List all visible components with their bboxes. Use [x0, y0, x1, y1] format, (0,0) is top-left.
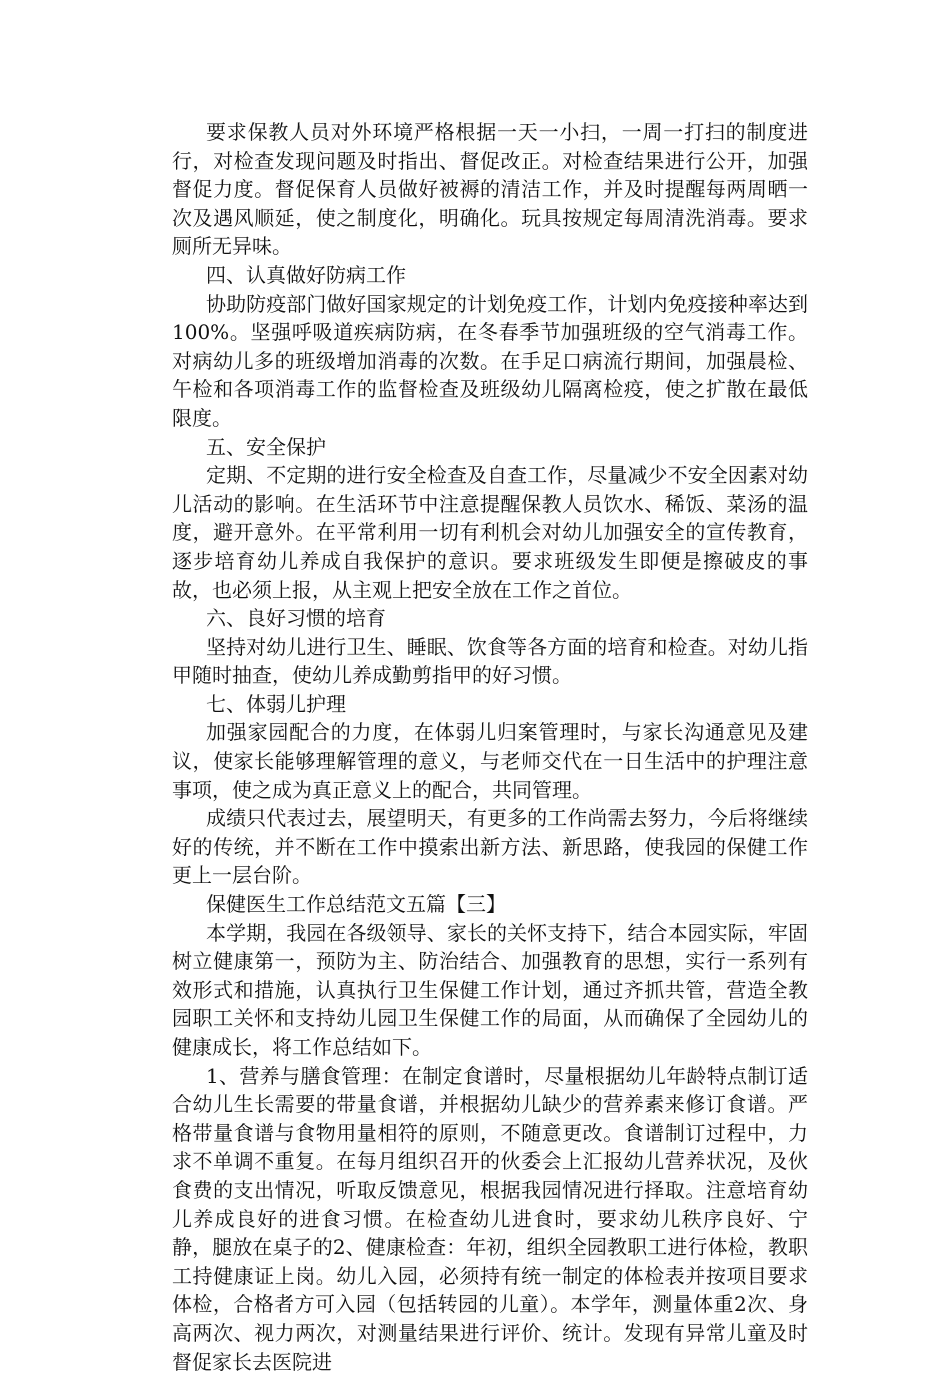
section-heading: 六、良好习惯的培育: [206, 606, 386, 631]
body-paragraph: 要求保教人员对外环境严格根据一天一小扫，一周一打扫的制度进行，对检查发现问题及时指出、督促改正。对检查结果进行公开，加强督促力度。督促保育人员做好被褥的清洁工作，并及时提醒每两周晒一次及遇风顺延，使之制度化，明确化。玩具按规定每周清洗消毒。要求厕所无异味。: [172, 120, 808, 259]
body-paragraph: 本学期，我园在各级领导、家长的关怀支持下，结合本园实际，牢固树立健康第一，预防为主、防治结合、加强教育的思想，实行一系列有效形式和措施，认真执行卫生保健工作计划，通过齐抓共管，营造全教园职工关怀和支持幼儿园卫生保健工作的局面，从而确保了全园幼儿的健康成长，将工作总结如下。: [172, 920, 808, 1059]
body-paragraph: 坚持对幼儿进行卫生、睡眠、饮食等各方面的培育和检查。对幼儿指甲随时抽查，使幼儿养成勤剪指甲的好习惯。: [172, 634, 808, 688]
body-paragraph: 成绩只代表过去，展望明天，有更多的工作尚需去努力，今后将继续好的传统，并不断在工作中摸索出新方法、新思路，使我园的保健工作更上一层台阶。: [172, 806, 808, 888]
section-heading: 七、体弱儿护理: [206, 691, 346, 716]
body-paragraph: 加强家园配合的力度，在体弱儿归案管理时，与家长沟通意见及建议，使家长能够理解管理的意义，与老师交代在一日生活中的护理注意事项，使之成为真正意义上的配合，共同管理。: [172, 720, 808, 802]
article-title: 保健医生工作总结范文五篇【三】: [206, 892, 506, 917]
section-heading: 四、认真做好防病工作: [206, 262, 406, 287]
section-heading: 五、安全保护: [206, 434, 326, 459]
document-page: [172, 118, 808, 1376]
body-paragraph: 定期、不定期的进行安全检查及自查工作，尽量减少不安全因素对幼儿活动的影响。在生活环节中注意提醒保教人员饮水、稀饭、菜汤的温度，避开意外。在平常利用一切有利机会对幼儿加强安全的宣传教育，逐步培育幼儿养成自我保护的意识。要求班级发生即便是擦破皮的事故，也必须上报，从主观上把安全放在工作之首位。: [172, 463, 808, 602]
body-paragraph: 协助防疫部门做好国家规定的计划免疫工作，计划内免疫接种率达到100%。坚强呼吸道疾病防病，在冬春季节加强班级的空气消毒工作。对病幼儿多的班级增加消毒的次数。在手足口病流行期间，加强晨检、午检和各项消毒工作的监督检查及班级幼儿隔离检疫，使之扩散在最低限度。: [172, 291, 808, 430]
body-paragraph: 1、营养与膳食管理：在制定食谱时，尽量根据幼儿年龄特点制订适合幼儿生长需要的带量食谱，并根据幼儿缺少的营养素来修订食谱。严格带量食谱与食物用量相符的原则，不随意更改。食谱制订过程中，力求不单调不重复。在每月组织召开的伙委会上汇报幼儿营养状况，及伙食费的支出情况，听取反馈意见，根据我园情况进行择取。注意培育幼儿养成良好的进食习惯。在检查幼儿进食时，要求幼儿秩序良好、宁静，腿放在桌子的2、健康检查：年初，组织全园教职工进行体检，教职工持健康证上岗。幼儿入园，必须持有统一制定的体检表并按项目要求体检，合格者方可入园（包括转园的儿童）。本学年，测量体重2次、身高两次、视力两次，对测量结果进行评价、统计。发现有异常儿童及时督促家长去医院进: [172, 1063, 808, 1374]
